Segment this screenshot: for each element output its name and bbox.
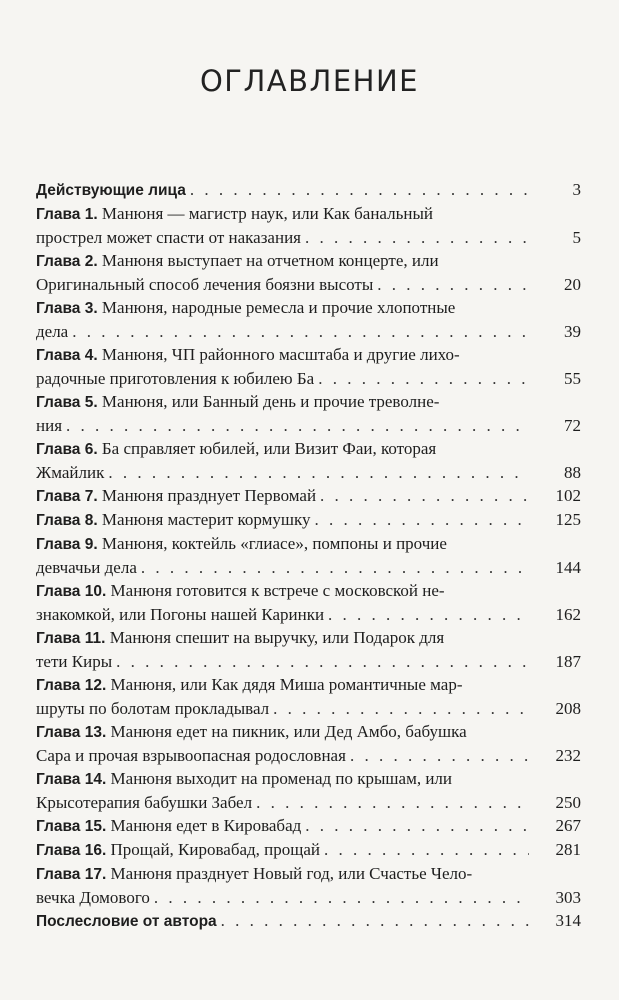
toc-entry-label: Глава 4. [36,347,98,364]
toc-entry-title-text: Манюня — магистр наук, или Как банальный [97,204,433,223]
toc-entry-last-line [36,814,581,838]
dot-leader [273,697,529,720]
toc-entry-title-text: Манюня празднует Новый год, или Счастье Чело- [106,864,473,883]
toc-entry-label: Действующие лица [36,182,186,199]
toc-page-number: 250 [555,793,581,812]
toc-page-number: 208 [555,699,581,718]
dot-leader [377,273,529,296]
toc-entry-title-line [36,202,581,226]
toc-entry-tail: Сара и прочая взрывоопасная родословная [36,746,346,765]
toc-entry-tail: Крысотерапия бабушки Забел [36,793,253,812]
dot-leader [72,320,529,343]
toc-entry-title-line [36,390,581,414]
toc-entry [36,814,581,838]
toc-entry-title-text: Манюня едет на пикник, или Дед Амбо, бабушка [106,722,467,741]
toc-entry [36,767,581,814]
dot-leader [318,367,529,390]
dot-leader [256,791,529,814]
toc-entry-label: Глава 2. [36,253,98,270]
toc-entry-last-line [36,508,581,532]
toc-page-number: 125 [555,510,581,529]
toc-entry-tail [36,909,217,933]
dot-leader [350,744,529,767]
toc-entry-label: Глава 5. [36,394,98,411]
toc-entry-tail: прострел может спасти от наказания [36,228,301,247]
toc-entry-last-line [36,650,581,673]
toc-entry [36,579,581,626]
dot-leader [154,886,529,909]
toc-entry-tail: шруты по болотам прокладывал [36,699,270,718]
toc-page-number: 267 [555,816,581,835]
toc-entry-label: Глава 10. [36,583,107,600]
toc-page-number: 3 [572,180,581,199]
toc-page-number: 88 [564,463,581,482]
toc-page-number: 303 [555,888,581,907]
toc-entry [36,838,581,862]
toc-entry-last-line [36,273,581,296]
dot-leader [190,178,529,201]
toc-entry-title-line [36,296,581,320]
dot-leader [66,414,529,437]
toc-page-number: 20 [564,275,581,294]
toc-entry [36,862,581,909]
toc-entry-title-text: Манюня готовится к встрече с московской не- [106,581,445,600]
toc-entry-tail: дела [36,322,69,341]
toc-entry-last-line [36,697,581,720]
toc-entry-last-line [36,603,581,626]
toc-page-number: 162 [555,605,581,624]
table-of-contents [36,178,581,933]
toc-entry [36,532,581,579]
toc-entry-label: Глава 6. [36,441,98,458]
toc-entry-label: Глава 12. [36,677,107,694]
toc-entry-label: Глава 3. [36,300,98,317]
toc-entry [36,437,581,484]
toc-entry [36,178,581,202]
toc-entry-tail: радочные приготовления к юбилею Ба [36,369,315,388]
toc-entry-title-line [36,437,581,461]
toc-entry-title-text: Манюня спешит на выручку, или Подарок для [105,628,445,647]
toc-entry-last-line [36,226,581,249]
toc-page-number: 102 [555,486,581,505]
toc-entry-tail: знакомкой, или Погоны нашей Каринки [36,605,325,624]
toc-entry [36,720,581,767]
toc-entry-label: Послесловие от автора [36,913,217,930]
dot-leader [108,461,529,484]
toc-entry-title-text: Манюня, коктейль «глиасе», помпоны и прочие [97,534,447,553]
dot-leader [320,484,529,507]
toc-entry-title-text: Манюня выступает на отчетном концерте, или [97,251,439,270]
toc-entry-title-line [36,720,581,744]
toc-entry-label: Глава 7. [36,488,98,505]
toc-entry-title-text: Манюня, народные ремесла и прочие хлопотные [97,298,456,317]
toc-entry-tail: Глава 16. Прощай, Кировабад, прощай [36,840,321,859]
toc-entry-title-line [36,767,581,791]
toc-entry [36,202,581,249]
toc-entry-last-line [36,556,581,579]
dot-leader [324,838,529,861]
toc-page-number: 72 [564,416,581,435]
toc-page-number: 55 [564,369,581,388]
toc-page-number: 281 [555,840,581,859]
toc-page-number: 314 [555,911,581,930]
dot-leader [221,909,529,932]
toc-entry-last-line [36,414,581,437]
toc-entry-title-line [36,532,581,556]
toc-entry-last-line [36,909,581,933]
toc-entry-title-text: Манюня, или Банный день и прочие треволне- [97,392,440,411]
toc-entry-tail: Глава 15. Манюня едет в Кировабад [36,816,302,835]
toc-entry-last-line [36,178,581,202]
toc-entry-label: Глава 16. [36,842,107,859]
toc-entry-last-line [36,838,581,862]
toc-entry [36,909,581,933]
toc-page-number: 187 [555,652,581,671]
toc-entry-title-text: Ба справляет юбилей, или Визит Фаи, которая [97,439,437,458]
toc-entry-last-line [36,791,581,814]
toc-entry-title-line [36,579,581,603]
toc-entry-tail: тети Киры [36,652,113,671]
toc-entry-last-line [36,367,581,390]
toc-entry-title-text: Манюня выходит на променад по крышам, или [106,769,453,788]
toc-entry-tail: ния [36,416,63,435]
dot-leader [328,603,529,626]
toc-entry-tail: девчачьи дела [36,558,137,577]
toc-entry-title-line [36,673,581,697]
toc-entry-label: Глава 15. [36,818,107,835]
toc-entry [36,343,581,390]
toc-entry-last-line [36,744,581,767]
toc-entry-label: Глава 17. [36,866,107,883]
dot-leader [116,650,529,673]
toc-entry [36,296,581,343]
toc-page-number: 144 [555,558,581,577]
toc-entry-last-line [36,461,581,484]
toc-entry-title-line [36,862,581,886]
toc-entry-label: Глава 8. [36,512,98,529]
toc-entry-title-text: Манюня, или Как дядя Миша романтичные мар- [106,675,463,694]
toc-entry [36,626,581,673]
dot-leader [315,508,529,531]
toc-entry-title-line [36,249,581,273]
toc-entry-title-text: Манюня, ЧП районного масштаба и другие лихо- [97,345,460,364]
toc-entry [36,249,581,296]
toc-page-number: 39 [564,322,581,341]
toc-entry-label: Глава 9. [36,536,98,553]
toc-entry-tail: Глава 7. Манюня празднует Первомай [36,486,317,505]
toc-entry-label: Глава 11. [36,630,106,647]
toc-entry-tail: Глава 8. Манюня мастерит кормушку [36,510,311,529]
dot-leader [305,814,529,837]
toc-entry-tail: Жмайлик [36,463,105,482]
dot-leader [305,226,529,249]
toc-entry [36,390,581,437]
toc-entry-label: Глава 1. [36,206,98,223]
toc-entry-label: Глава 14. [36,771,107,788]
toc-entry-tail: Оригинальный способ лечения боязни высоты [36,275,374,294]
toc-entry-title-line [36,626,581,650]
page-title: ОГЛАВЛЕНИЕ [199,64,419,98]
toc-entry-tail: вечка Домового [36,888,150,907]
toc-entry [36,484,581,508]
toc-page-number: 232 [555,746,581,765]
toc-entry-tail [36,178,186,202]
toc-entry-last-line [36,886,581,909]
dot-leader [141,556,529,579]
toc-entry-label: Глава 13. [36,724,107,741]
toc-entry-title-line [36,343,581,367]
toc-entry-last-line [36,484,581,508]
toc-entry-last-line [36,320,581,343]
toc-page-number: 5 [572,228,581,247]
toc-entry [36,673,581,720]
toc-entry [36,508,581,532]
